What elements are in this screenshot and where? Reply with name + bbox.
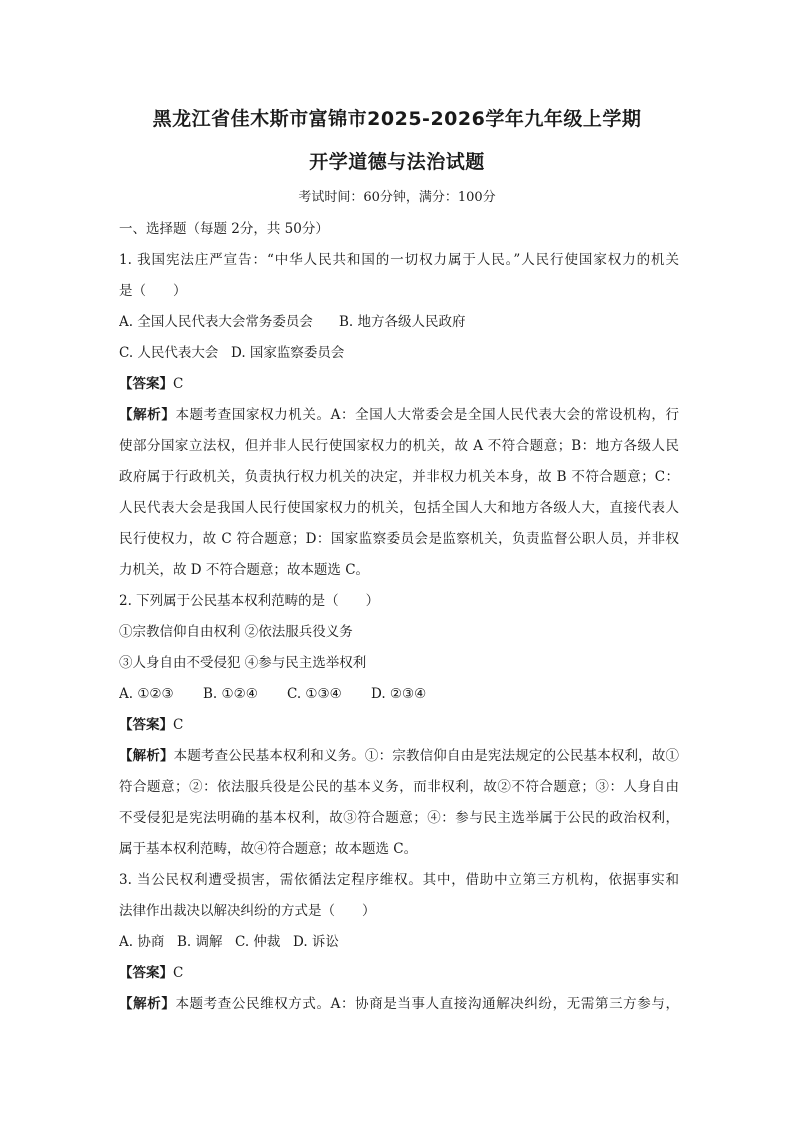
answer-line bbox=[119, 958, 679, 989]
question-stem-line: 3. 当公民权利遭受损害，需依循法定程序维权。其中，借助中立第三方机构，依据事实和 bbox=[119, 872, 679, 888]
answer-value: C bbox=[173, 717, 184, 733]
option-d: D. 诉讼 bbox=[293, 934, 339, 950]
option-a: A. ①②③ bbox=[119, 686, 174, 702]
analysis-line: 属于基本权利范畴，故④符合题意；故本题选 C。 bbox=[119, 841, 418, 857]
analysis-text: 本题考查公民维权方式。A：协商是当事人直接沟通解决纠纷，无需第三方参与， bbox=[175, 996, 679, 1012]
option-d: D. ②③④ bbox=[371, 686, 427, 702]
exam-title-line-2: 开学道德与法治试题 bbox=[309, 151, 485, 173]
analysis-line bbox=[119, 741, 679, 772]
question-stem-line: 是（ ） bbox=[119, 283, 187, 299]
answer-label: 【答案】 bbox=[119, 965, 173, 981]
option-c: C. ①③④ bbox=[287, 686, 342, 702]
section-heading: 一、选择题（每题 2分，共 50分） bbox=[119, 221, 329, 237]
option-a: A. 协商 bbox=[119, 934, 165, 950]
question-stem-line: ③人身自由不受侵犯 ④参与民主选举权利 bbox=[119, 655, 367, 671]
option-b: B. ①②④ bbox=[203, 686, 258, 702]
answer-value: C bbox=[173, 376, 184, 392]
option-row bbox=[119, 927, 679, 958]
question-stem-line: 2. 下列属于公民基本权利范畴的是（ ） bbox=[119, 593, 380, 609]
answer-line bbox=[119, 710, 679, 741]
analysis-line: 人民代表大会是我国人民行使国家权力的机关，包括全国人大和地方各级人大，直接代表人 bbox=[119, 500, 679, 516]
option-c: C. 仲裁 bbox=[235, 934, 281, 950]
analysis-line bbox=[119, 989, 679, 1020]
question-1 bbox=[119, 245, 679, 586]
exam-title-line-1: 黑龙江省佳木斯市富锦市2025-2026学年九年级上学期 bbox=[152, 108, 642, 130]
analysis-text: 本题考查国家权力机关。A：全国人大常委会是全国人民代表大会的常设机构，行 bbox=[175, 407, 679, 423]
option-c: C. 人民代表大会 bbox=[119, 345, 219, 361]
question-stem-line: ①宗教信仰自由权利 ②依法服兵役义务 bbox=[119, 624, 353, 640]
analysis-line: 力机关，故 D 不符合题意；故本题选 C。 bbox=[119, 562, 370, 578]
analysis-label: 【解析】 bbox=[119, 996, 176, 1012]
answer-line bbox=[119, 369, 679, 400]
analysis-label: 【解析】 bbox=[119, 407, 176, 423]
analysis-line: 不受侵犯是宪法明确的基本权利，故③符合题意；④：参与民主选举属于公民的政治权利， bbox=[119, 810, 679, 826]
answer-value: C bbox=[173, 965, 184, 981]
analysis-line: 政府属于行政机关，负责执行权力机关的决定，并非权力机关本身，故 B 不符合题意；C： bbox=[119, 469, 679, 485]
analysis-text: 本题考查公民基本权利和义务。①：宗教信仰自由是宪法规定的公民基本权利，故① bbox=[173, 748, 679, 764]
option-a: A. 全国人民代表大会常务委员会 bbox=[119, 314, 313, 330]
analysis-line: 使部分国家立法权，但并非人民行使国家权力的机关，故 A 不符合题意；B：地方各级人民 bbox=[119, 438, 679, 454]
option-b: B. 地方各级人民政府 bbox=[339, 314, 466, 330]
answer-label: 【答案】 bbox=[119, 376, 173, 392]
option-d: D. 国家监察委员会 bbox=[231, 345, 345, 361]
question-3 bbox=[119, 865, 679, 1020]
question-stem-line: 1. 我国宪法庄严宣告：“中华人民共和国的一切权力属于人民。”人民行使国家权力的机关 bbox=[119, 252, 679, 268]
analysis-line bbox=[119, 400, 679, 431]
analysis-line: 符合题意；②：依法服兵役是公民的基本义务，而非权利，故②不符合题意；③：人身自由 bbox=[119, 779, 679, 795]
answer-label: 【答案】 bbox=[119, 717, 173, 733]
question-stem-line: 法律作出裁决以解决纠纷的方式是（ ） bbox=[119, 903, 376, 919]
option-row bbox=[119, 679, 679, 710]
option-row bbox=[119, 307, 679, 338]
option-row bbox=[119, 338, 679, 369]
option-b: B. 调解 bbox=[177, 934, 223, 950]
analysis-line: 民行使权力，故 C 符合题意；D：国家监察委员会是监察机关，负责监督公职人员，并非权 bbox=[119, 531, 679, 547]
exam-body bbox=[119, 214, 679, 1020]
analysis-label: 【解析】 bbox=[119, 748, 174, 764]
exam-info: 考试时间：60分钟，满分：100分 bbox=[298, 190, 496, 205]
question-2 bbox=[119, 586, 679, 865]
